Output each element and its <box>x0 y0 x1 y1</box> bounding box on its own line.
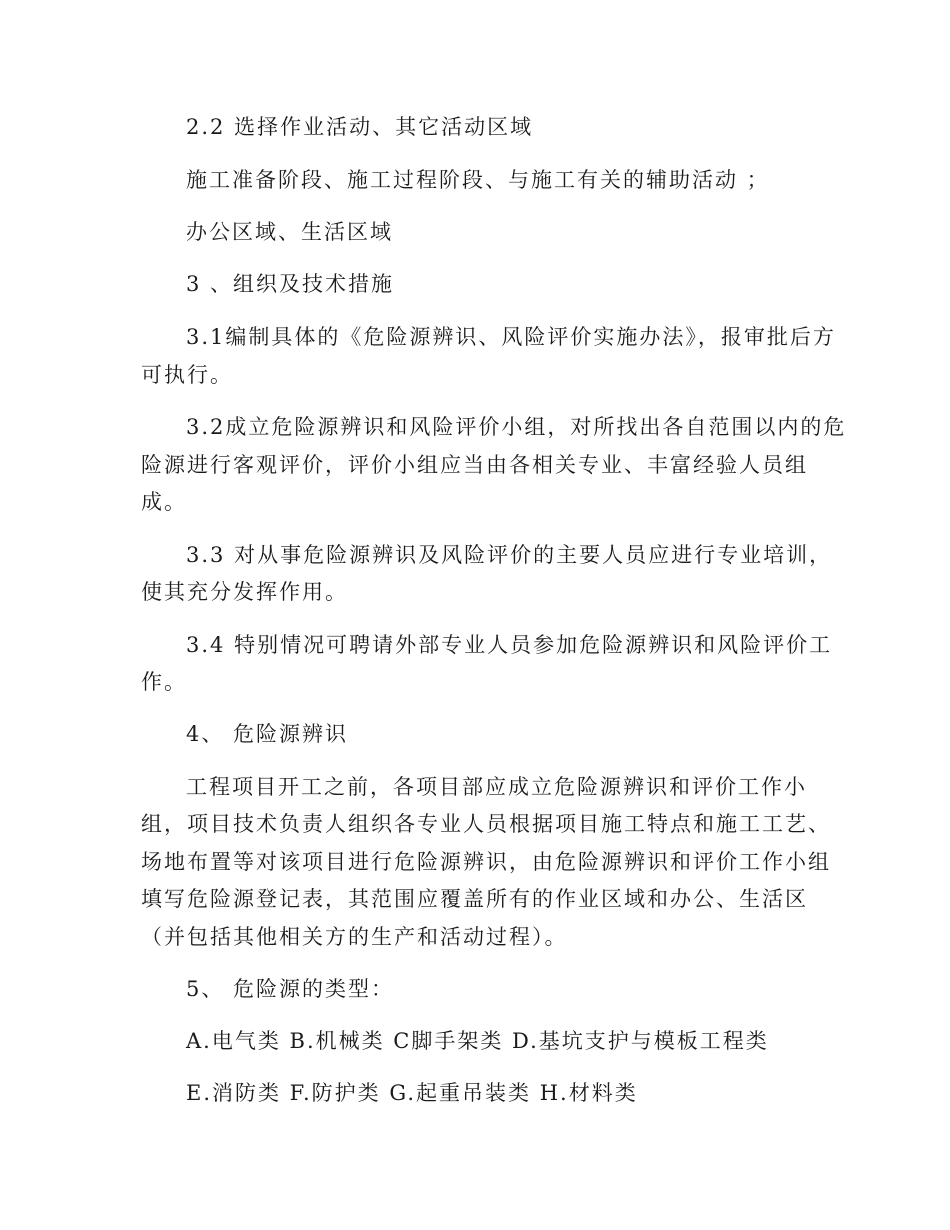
paragraph-line: 场地布置等对该项目进行危险源辨识，由危险源辨识和评价工作小组 <box>141 850 831 874</box>
paragraph-line: 作。 <box>141 670 187 694</box>
section-heading-4: 4、 危险源辨识 <box>186 722 349 746</box>
paragraph-line: 办公区域、生活区域 <box>186 220 393 244</box>
paragraph-line: 工程项目开工之前，各项目部应成立危险源辨识和评价工作小 <box>186 775 807 799</box>
paragraph-line: （并包括其他相关方的生产和活动过程）。 <box>141 925 568 949</box>
hazard-types-line: A.电气类 B.机械类 C脚手架类 D.基坑支护与模板工程类 <box>186 1029 769 1053</box>
paragraph-line: 组，项目技术负责人组织各专业人员根据项目施工特点和施工工艺、 <box>141 812 831 836</box>
paragraph-line: 险源进行客观评价，评价小组应当由各相关专业、丰富经验人员组 <box>141 453 808 477</box>
paragraph-line: 可执行。 <box>141 363 233 387</box>
paragraph-line: 填写危险源登记表，其范围应覆盖所有的作业区域和办公、生活区 <box>141 887 808 911</box>
paragraph-line: 使其充分发挥作用。 <box>141 580 348 604</box>
paragraph-line: 3.4 特别情况可聘请外部专业人员参加危险源辨识和风险评价工 <box>186 633 833 657</box>
section-heading-5: 5、 危险源的类型： <box>186 977 395 1001</box>
paragraph-line: 施工准备阶段、施工过程阶段、与施工有关的辅助活动 ； <box>186 168 770 192</box>
paragraph-line: 3.2成立危险源辨识和风险评价小组，对所找出各自范围以内的危 <box>186 415 847 439</box>
paragraph-line: 3.1编制具体的《危险源辨识、风险评价实施办法》，报审批后方 <box>186 325 836 349</box>
paragraph-line: 成。 <box>141 490 187 514</box>
section-heading-3: 3 、组织及技术措施 <box>186 272 395 296</box>
section-heading-2-2: 2.2 选择作业活动、其它活动区域 <box>186 115 534 139</box>
hazard-types-line: E.消防类 F.防护类 G.起重吊装类 H.材料类 <box>186 1081 638 1105</box>
paragraph-line: 3.3 对从事危险源辨识及风险评价的主要人员应进行专业培训， <box>186 543 833 567</box>
